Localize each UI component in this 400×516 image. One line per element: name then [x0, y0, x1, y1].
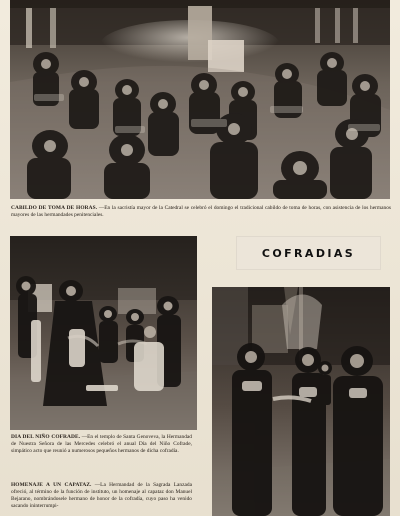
top-caption: [11, 205, 391, 219]
top-photo-cabildo: [10, 0, 390, 199]
section-header-box: [236, 236, 381, 270]
left-photo-nino-cofrade: [10, 236, 197, 430]
left-caption-one-body: —En el templo de Santa Genoveva, la Hermandad de Nuestra Señora de las Mercedes celebró el anual Día del Niño Cofrade, simpático acto que reunió a numerosos pequeños hermanos de dicha cofradía.: [11, 434, 192, 454]
left-caption-two-lead: HOMENAJE A UN CAPATAZ.: [11, 482, 92, 488]
left-caption-one-lead: DIA DEL NIÑO COFRADE.: [11, 434, 81, 440]
left-photo-image: [10, 236, 197, 430]
left-caption-one: [11, 434, 192, 455]
top-photo-image: [10, 0, 390, 199]
left-caption-two: [11, 482, 192, 510]
right-photo-image: [212, 287, 390, 516]
top-caption-lead: CABILDO DE TOMA DE HORAS.: [11, 205, 98, 211]
top-caption-body: —En la sacristía mayor de la Catedral se celebró el domingo el tradicional cabildo de toma de horas, con asistencia de los hermanos mayores de las hermandades penitenciales.: [11, 205, 391, 218]
right-photo-homenaje: [212, 287, 390, 516]
section-title: COFRADIAS: [261, 246, 356, 260]
left-caption-two-body: —La Hermandad de la Sagrada Lanzada ofreció, al término de la función de instituto, un homenaje al capataz don Manuel Bejarano, nombrándosele hermano de honor de la cofradía, cuyo paso ha venido sacando ininterrumpi-: [11, 482, 192, 509]
